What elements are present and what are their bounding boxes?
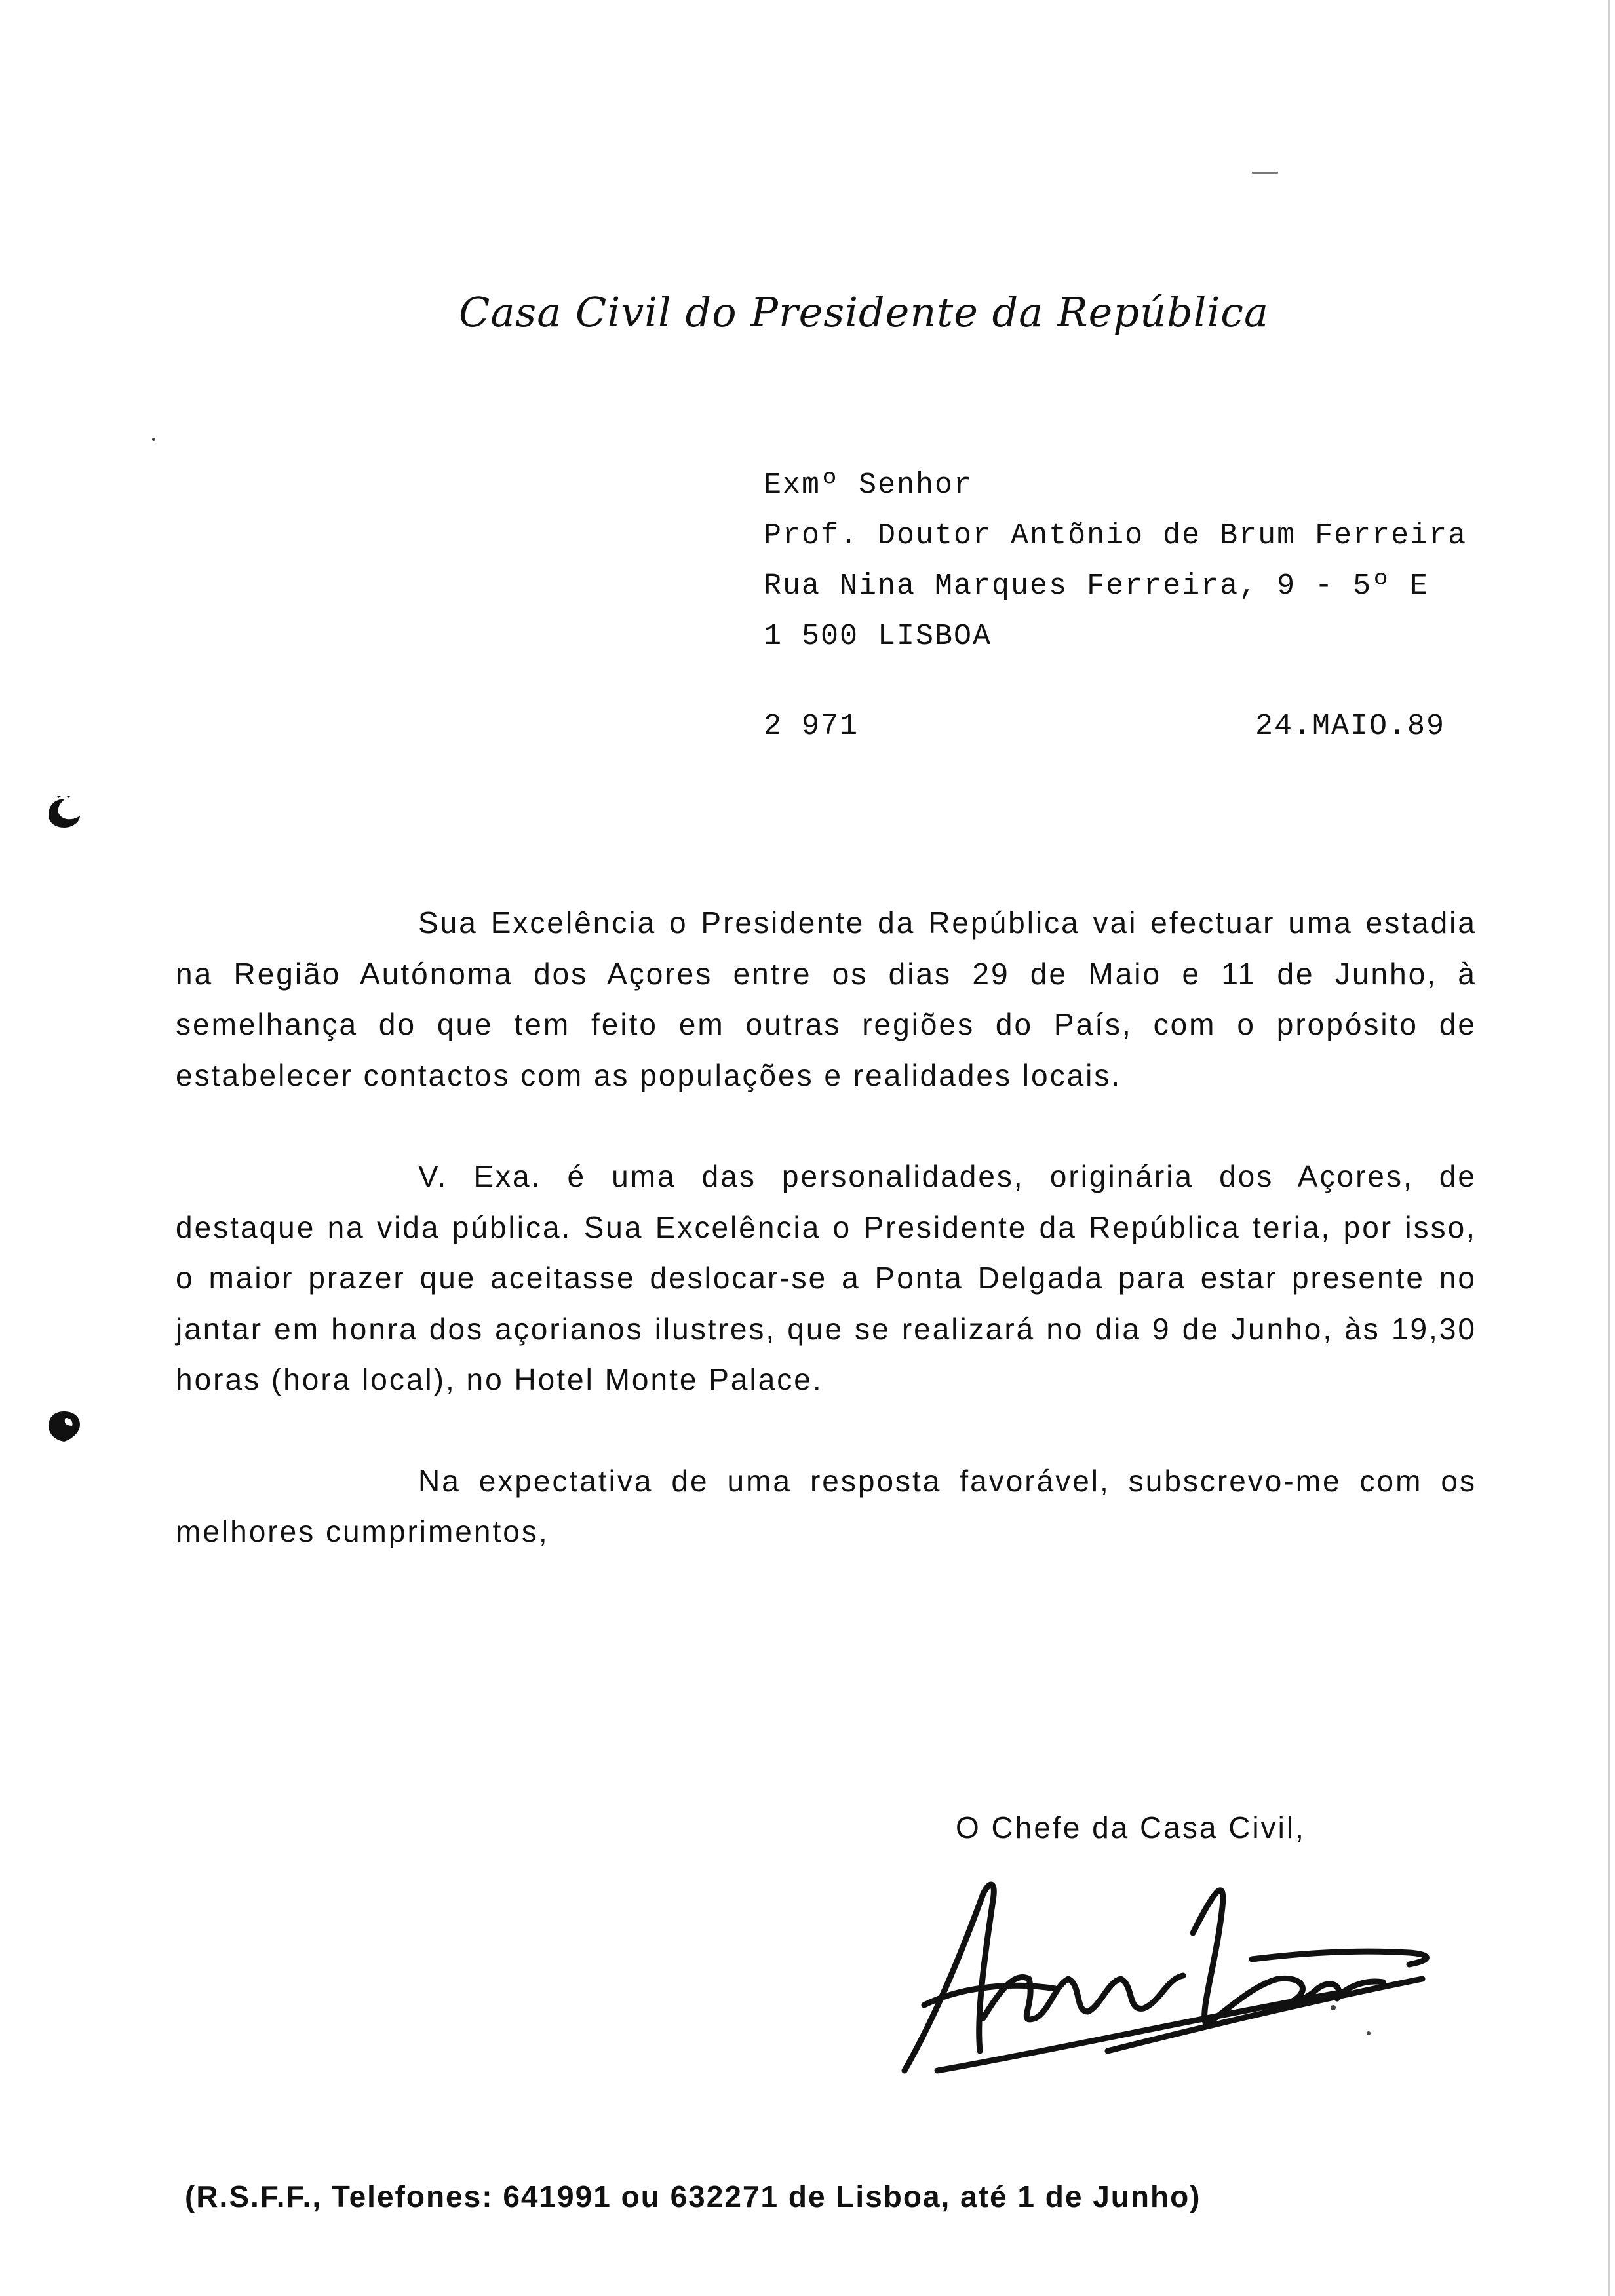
address-name: Prof. Doutor Antõnio de Brum Ferreira [764, 519, 1468, 552]
recipient-address [764, 460, 1550, 662]
speck [1252, 172, 1278, 174]
letter-body [176, 898, 1477, 1558]
letterhead: Casa Civil do Presidente da República [459, 288, 1269, 336]
punch-hole-lower-icon [46, 1409, 83, 1443]
reference-number: 2 971 [764, 710, 859, 743]
body-paragraph-1: Sua Excelência o Presidente da República vai efectuar uma estadia na Região Autónoma dos Açores entre os dias 29 de Maio e 11 de Junho, à semelhança do que tem feito em outras regiões do País, com o propósito de estabelecer contactos com as populações e realidades locais. [176, 906, 1477, 1092]
address-city: 1 500 LISBOA [764, 620, 992, 653]
reference-line [764, 710, 1445, 743]
body-paragraph-3: Na expectativa de uma resposta favorável, subscrevo-me com os melhores cumprimentos, [176, 1463, 1477, 1548]
address-salutation: Exmº Senhor [764, 469, 973, 502]
scan-edge-line [1608, 0, 1610, 2296]
footer-rsvp-note: (R.S.F.F., Telefones: 641991 ou 632271 de Lisboa, até 1 de Junho) [185, 2179, 1201, 2213]
letter-date: 24.MAIO.89 [1255, 710, 1445, 743]
speck [152, 438, 155, 441]
handwritten-signature [885, 1854, 1442, 2090]
body-paragraph-2: V. Exa. é uma das personalidades, originária dos Açores, de destaque na vida pública. Sua Excelência o Presidente da República teria, por isso, o maior prazer que aceitasse deslocar-se a Ponta Delgada para estar presente no jantar em honra dos açorianos ilustres, que se realizará no dia 9 de Junho, às 19,30 horas (hora local), no Hotel Monte Palace. [176, 1159, 1477, 1396]
address-street: Rua Nina Marques Ferreira, 9 - 5º E [764, 569, 1430, 603]
punch-hole-upper-icon [46, 796, 83, 830]
signatory-title: O Chefe da Casa Civil, [956, 1810, 1306, 1845]
